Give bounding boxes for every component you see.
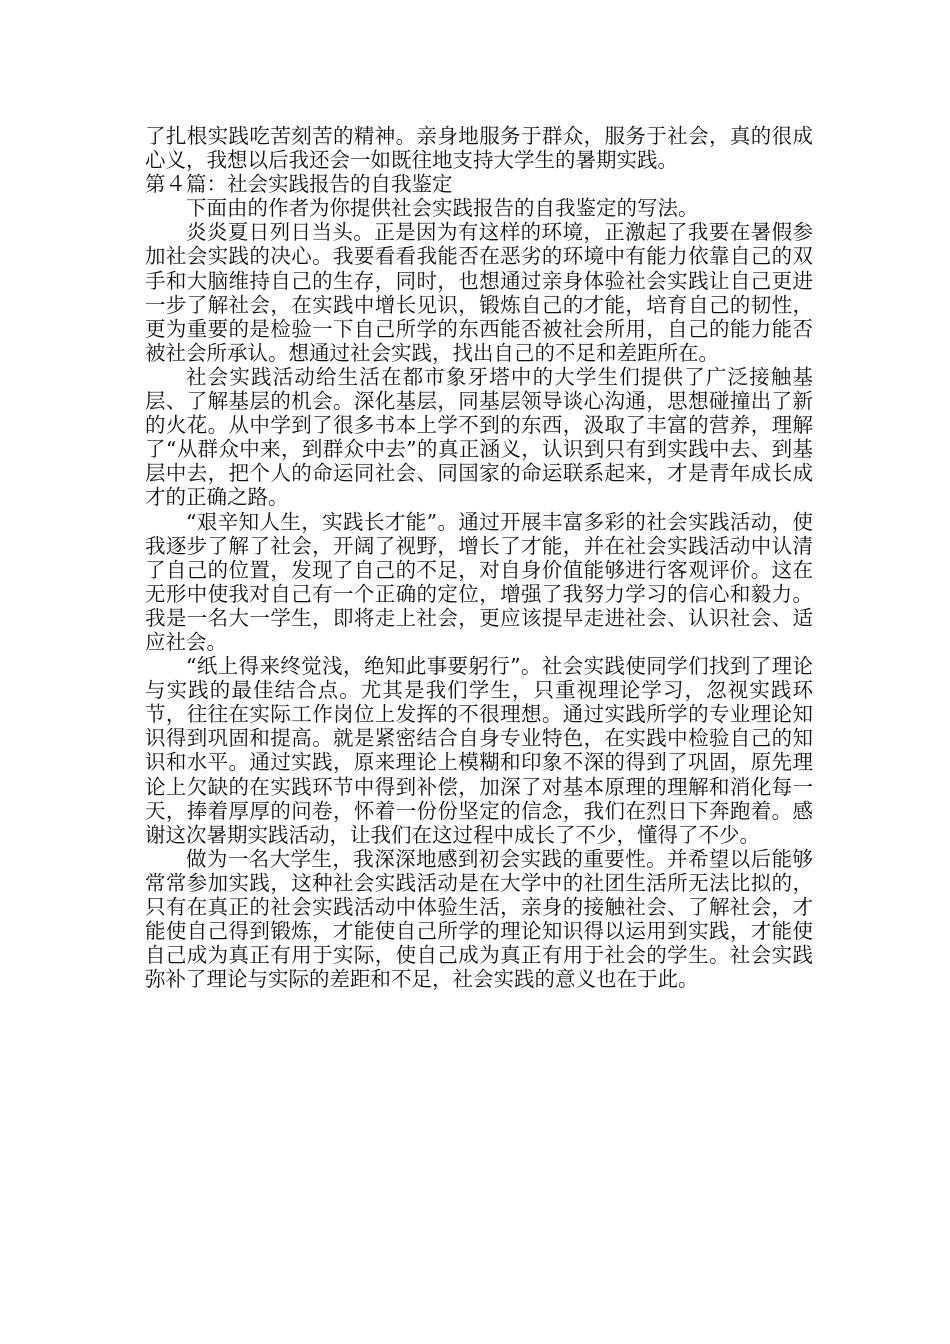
continuation-paragraph: 了扎根实践吃苦刻苦的精神。亲身地服务于群众，服务于社会，真的很成心义，我想以后我还会一如既往地支持大学生的暑期实践。 — [145, 124, 813, 173]
section-heading: 第４篇：社会实践报告的自我鉴定 — [145, 172, 453, 197]
body-paragraph: “纸上得来终觉浅，绝知此事要躬行”。社会实践使同学们找到了理论与实践的最佳结合点。尤其是我们学生，只重视理论学习，忽视实践环节，往往在实际工作岗位上发挥的不很理想。通过实践所学的专业理论知识得到巩固和提高。就是紧密结合自身专业特色，在实践中检验自己的知识和水平。通过实践，原来理论上模糊和印象不深的得到了巩固，原先理论上欠缺的在实践环节中得到补偿，加深了对基本原理的理解和消化每一天，捧着厚厚的问卷，怀着一份份坚定的信念，我们在烈日下奔跑着。感谢这次暑期实践活动，让我们在这过程中成长了不少，懂得了不少。 — [145, 654, 813, 847]
body-paragraph: 做为一名大学生，我深深地感到初会实践的重要性。并希望以后能够常常参加实践，这种社会实践活动是在大学中的社团生活所无法比拟的，只有在真正的社会实践活动中体验生活，亲身的接触社会、了解社会，才能使自己得到锻炼，才能使自己所学的理论知识得以运用到实践，才能使自己成为真正有用于实际，使自己成为真正有用于社会的学生。社会实践弥补了理论与实际的差距和不足，社会实践的意义也在于此。 — [145, 846, 813, 992]
body-paragraph: “艰辛知人生，实践长才能”。通过开展丰富多彩的社会实践活动，使我逐步了解了社会，开阔了视野，增长了才能，并在社会实践活动中认清了自己的位置，发现了自己的不足，对自身价值能够进行客观评价。这在无形中使我对自己有一个正确的定位，增强了我努力学习的信心和毅力。我是一名大一学生，即将走上社会，更应该提早走进社会、认识社会、适应社会。 — [145, 509, 813, 654]
body-paragraph: 炎炎夏日列日当头。正是因为有这样的环境，正激起了我要在暑假参加社会实践的决心。我要看看我能否在恶劣的环境中有能力依靠自己的双手和大脑维持自己的生存，同时，也想通过亲身体验社会实践让自己更进一步了解社会，在实践中增长见识，锻炼自己的才能，培育自己的韧性，更为重要的是检验一下自己所学的东西能否被社会所用，自己的能力能否被社会所承认。想通过社会实践，找出自己的不足和差距所在。 — [145, 220, 813, 365]
body-paragraph: 社会实践活动给生活在都市象牙塔中的大学生们提供了广泛接触基层、了解基层的机会。深化基层，同基层领导谈心沟通，思想碰撞出了新的火花。从中学到了很多书本上学不到的东西，汲取了丰富的营养，理解了“从群众中来，到群众中去”的真正涵义，认识到只有到实践中去、到基层中去，把个人的命运同社会、同国家的命运联系起来，才是青年成长成才的正确之路。 — [145, 364, 813, 510]
body-paragraph: 下面由的作者为你提供社会实践报告的自我鉴定的写法。 — [186, 196, 699, 221]
document-page — [145, 124, 813, 991]
